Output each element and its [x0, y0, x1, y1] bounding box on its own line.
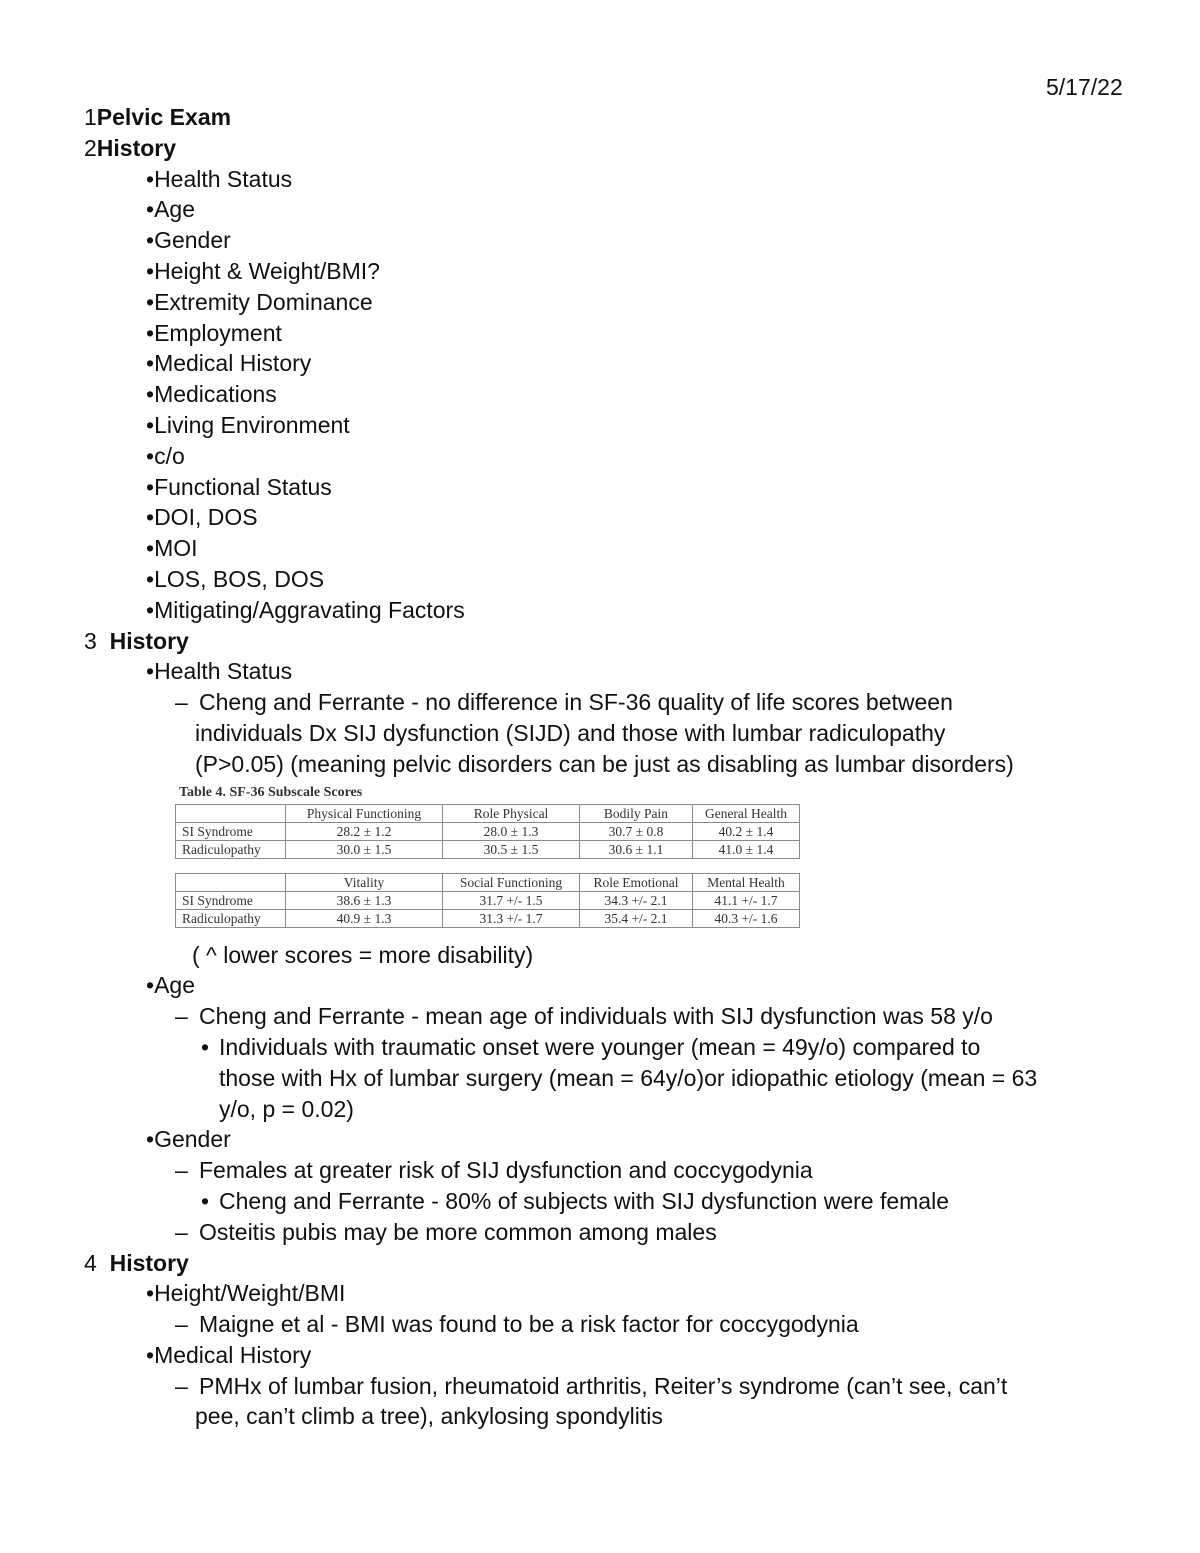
table-corner-cell [176, 804, 286, 822]
notes-document [84, 102, 1164, 1432]
slide-number: 4 [84, 1249, 97, 1276]
sf36-table-image [175, 782, 807, 938]
table-cell: 30.6 ± 1.1 [580, 840, 693, 858]
history-topic-item: •Living Environment [146, 411, 350, 438]
table-row-label: SI Syndrome [176, 822, 286, 840]
history-topic-item: •Functional Status [146, 473, 332, 500]
bmi-point: – Maigne et al - BMI was found to be a risk factor for coccygodynia [175, 1311, 859, 1338]
table-column-header: Physical Functioning [286, 804, 443, 822]
slide-title: History [109, 1249, 189, 1276]
table-cell: 40.3 +/- 1.6 [693, 909, 800, 927]
slide-title: History [96, 134, 177, 161]
table-cell: 40.9 ± 1.3 [286, 909, 443, 927]
slide-title: History [109, 627, 189, 654]
table-cell: 41.0 ± 1.4 [693, 840, 800, 858]
history-topic-item: •c/o [146, 442, 185, 469]
table-note: ( ^ lower scores = more disability) [192, 941, 534, 968]
table-row-label: Radiculopathy [176, 909, 286, 927]
history-topic-item: •Medical History [146, 350, 312, 377]
history-topic-item: •Extremity Dominance [146, 288, 373, 315]
table-cell: 30.5 ± 1.5 [443, 840, 580, 858]
table-column-header: Role Emotional [580, 873, 693, 891]
history-topic-list [84, 164, 1164, 626]
history-topic-item: •LOS, BOS, DOS [146, 565, 325, 592]
health-status-point: – Cheng and Ferrante - no difference in SF-36 quality of life scores between individuals Dx SIJ dysfunction (SIJD) and those with lumbar radiculopathy (P>0.05) (meaning pelvic disorders can be just as disabling as lumbar disorders) [175, 689, 1014, 777]
table-cell: 38.6 ± 1.3 [286, 891, 443, 909]
sf36-table [175, 804, 800, 859]
history-topic-item: •MOI [146, 535, 198, 562]
gender-subpoint: • Cheng and Ferrante - 80% of subjects with SIJ dysfunction were female [201, 1187, 949, 1214]
history-topic-item: •Medications [146, 381, 277, 408]
history-topic-item: •Health Status [146, 165, 293, 192]
table-row [176, 891, 800, 909]
bullet-height-weight-bmi: •Height/Weight/BMI [146, 1280, 346, 1307]
history-topic-item: •DOI, DOS [146, 504, 258, 531]
table-cell: 30.7 ± 0.8 [580, 822, 693, 840]
table-column-header: Social Functioning [443, 873, 580, 891]
table-cell: 40.2 ± 1.4 [693, 822, 800, 840]
history-topic-item: •Employment [146, 319, 282, 346]
table-column-header: Bodily Pain [580, 804, 693, 822]
bullet-age: •Age [146, 972, 195, 999]
slide-3-heading [84, 626, 1164, 657]
table-row [176, 822, 800, 840]
sf36-table-lower [175, 873, 800, 928]
slide-1-heading [84, 102, 1164, 133]
table-column-header: General Health [693, 804, 800, 822]
table-cell: 28.0 ± 1.3 [443, 822, 580, 840]
table-row-label: SI Syndrome [176, 891, 286, 909]
age-subpoint: • Individuals with traumatic onset were younger (mean = 49y/o) compared to those with Hx of lumbar surgery (mean = 64y/o)or idiopathic etiology (mean = 63 y/o, p = 0.02) [201, 1033, 1038, 1122]
table-cell: 31.3 +/- 1.7 [443, 909, 580, 927]
bullet-health-status: •Health Status [146, 658, 293, 685]
history-topic-item: •Height & Weight/BMI? [146, 257, 380, 284]
slide-number: 1 [84, 104, 97, 130]
table-cell: 34.3 +/- 2.1 [580, 891, 693, 909]
table-column-header: Role Physical [443, 804, 580, 822]
bullet-gender: •Gender [146, 1126, 231, 1153]
age-point: – Cheng and Ferrante - mean age of individuals with SIJ dysfunction was 58 y/o [175, 1003, 993, 1030]
table-cell: 31.7 +/- 1.5 [443, 891, 580, 909]
gender-point: – Osteitis pubis may be more common among males [175, 1218, 717, 1245]
table-row [176, 840, 800, 858]
medical-history-point: – PMHx of lumbar fusion, rheumatoid arthritis, Reiter’s syndrome (can’t see, can’t pee, can’t climb a tree), ankylosing spondylitis [175, 1372, 1008, 1430]
slide-2-heading [84, 133, 1164, 164]
table-row [176, 909, 800, 927]
history-topic-item: •Age [146, 196, 195, 223]
bullet-medical-history: •Medical History [146, 1341, 312, 1368]
gender-point: – Females at greater risk of SIJ dysfunction and coccygodynia [175, 1157, 813, 1184]
history-topic-item: •Mitigating/Aggravating Factors [146, 596, 465, 623]
slide-title: Pelvic Exam [96, 104, 232, 130]
table-cell: 41.1 +/- 1.7 [693, 891, 800, 909]
page-date: 5/17/22 [1046, 74, 1123, 100]
table-row-label: Radiculopathy [176, 840, 286, 858]
table-cell: 28.2 ± 1.2 [286, 822, 443, 840]
table-cell: 30.0 ± 1.5 [286, 840, 443, 858]
table-column-header: Vitality [286, 873, 443, 891]
slide-4-heading [84, 1248, 1164, 1279]
table-corner-cell [176, 873, 286, 891]
table-column-header: Mental Health [693, 873, 800, 891]
sf36-table-caption: Table 4. SF-36 Subscale Scores [179, 784, 363, 800]
history-topic-item: •Gender [146, 227, 231, 254]
slide-number: 2 [84, 134, 97, 161]
slide-number: 3 [84, 627, 97, 654]
table-cell: 35.4 +/- 2.1 [580, 909, 693, 927]
